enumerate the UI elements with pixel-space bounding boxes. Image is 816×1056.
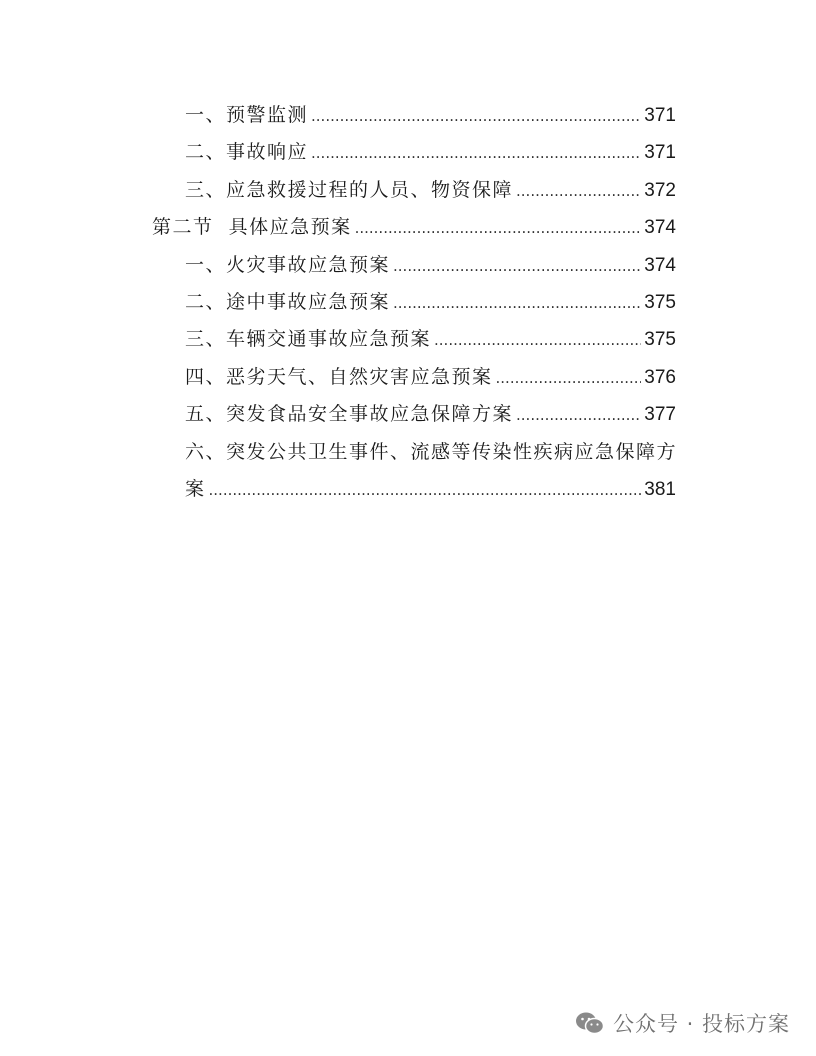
toc-page-number: 375 [644, 291, 676, 313]
toc-entry-title: 案 [185, 477, 206, 500]
toc-page-number: 371 [644, 142, 676, 164]
toc-page-number: 375 [644, 329, 676, 351]
watermark-text: 公众号 · 投标方案 [612, 1012, 790, 1036]
toc-section-title: 第二节 具体应急预案 [152, 216, 352, 239]
toc-leader-dots [516, 182, 641, 200]
toc-entry[interactable] [152, 362, 676, 399]
toc-leader-dots [209, 481, 642, 499]
toc-entry[interactable] [152, 324, 676, 361]
table-of-contents [152, 100, 676, 511]
toc-entry-title: 四、恶劣天气、自然灾害应急预案 [185, 365, 493, 388]
toc-page-number: 376 [644, 366, 676, 388]
toc-entry[interactable] [152, 175, 676, 212]
toc-page-number: 372 [644, 179, 676, 201]
toc-leader-dots [311, 107, 641, 125]
toc-entry-title: 二、途中事故应急预案 [185, 290, 391, 313]
toc-leader-dots [434, 331, 641, 349]
toc-entry-wrapped-first-line[interactable] [152, 437, 676, 474]
toc-page-number: 381 [644, 478, 676, 500]
toc-entry-title: 三、车辆交通事故应急预案 [185, 328, 432, 351]
toc-entry-title: 一、预警监测 [185, 104, 309, 126]
toc-leader-dots [496, 369, 642, 387]
toc-entry-title: 三、应急救援过程的人员、物资保障 [185, 178, 514, 201]
toc-entry[interactable] [152, 287, 676, 324]
toc-entry[interactable] [152, 250, 676, 287]
toc-entry-title: 一、火灾事故应急预案 [185, 253, 391, 276]
toc-leader-dots [516, 406, 641, 424]
toc-section-entry[interactable] [152, 212, 676, 249]
toc-leader-dots [355, 219, 642, 237]
toc-entry[interactable] [152, 399, 676, 436]
toc-entry-title: 二、事故响应 [185, 141, 309, 164]
toc-entry-title: 五、突发食品安全事故应急保障方案 [185, 403, 514, 426]
toc-leader-dots [393, 294, 641, 312]
toc-page-number: 371 [644, 105, 676, 126]
toc-page-number: 377 [644, 404, 676, 426]
wechat-icon [575, 1011, 605, 1035]
toc-page-number: 374 [644, 254, 676, 276]
toc-entry[interactable] [152, 100, 676, 137]
toc-entry[interactable] [152, 137, 676, 174]
toc-leader-dots [311, 144, 641, 162]
toc-page-number: 374 [644, 217, 676, 239]
toc-entry-wrapped-second-line[interactable] [152, 474, 676, 511]
toc-entry-title: 六、突发公共卫生事件、流感等传染性疾病应急保障方 [185, 440, 678, 463]
toc-leader-dots [393, 257, 641, 275]
watermark [575, 1008, 790, 1038]
